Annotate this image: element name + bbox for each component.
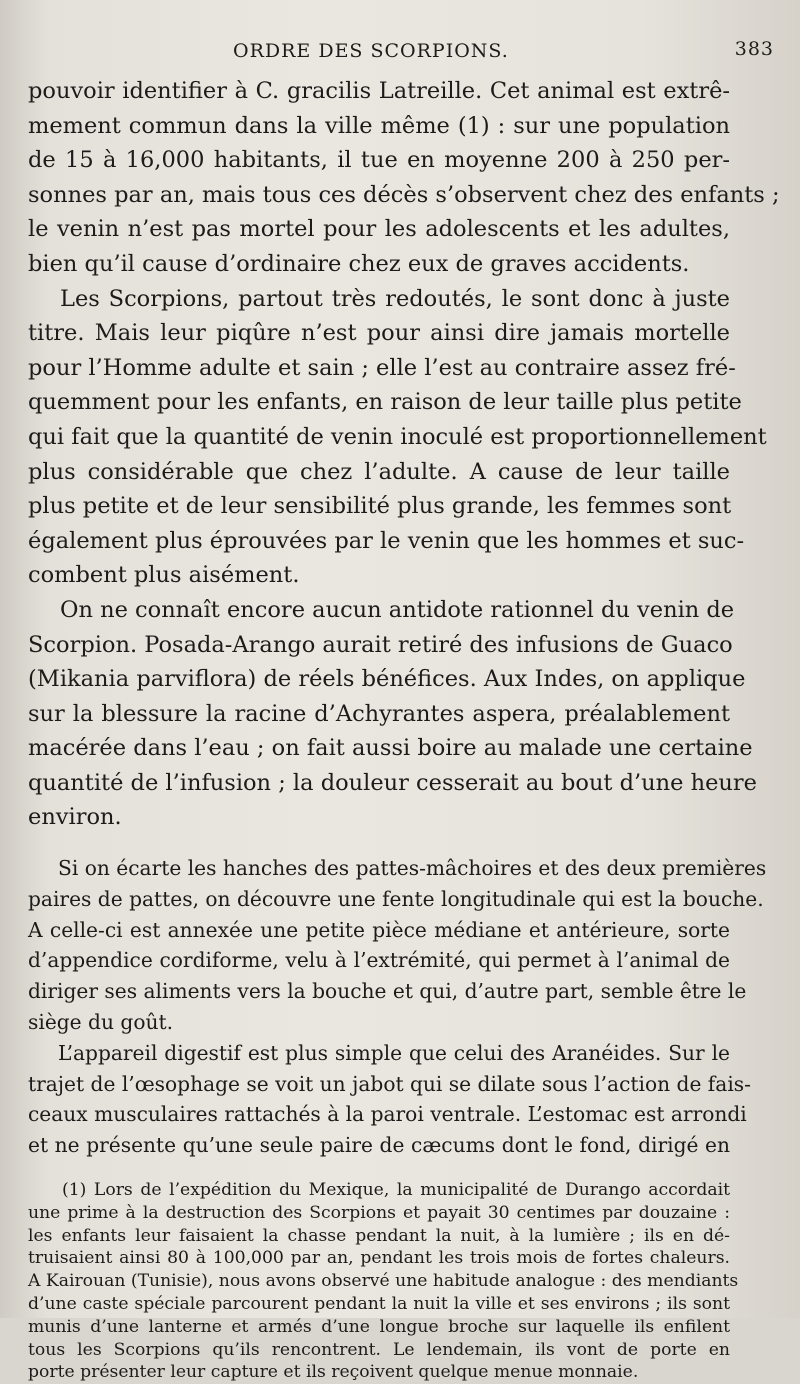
text-line: porte présenter leur capture et ils reçoivent quelque menue monnaie. [28,1362,639,1383]
text-line: macérée dans l’eau ; on fait aussi boire au malade une certaine [28,735,753,762]
text-line: plus petite et de leur sensibilité plus grande, les femmes sont [28,493,732,520]
text-line: une prime à la destruction des Scorpions et payait 30 centimes par douzaine : [28,1202,730,1223]
text-line: bien qu’il cause d’ordinaire chez eux de graves accidents. [28,250,690,277]
text-line: d’appendice cordiforme, velu à l’extrémité, qui permet à l’animal de [28,948,730,973]
text-line: Si on écarte les hanches des pattes-mâchoires et des deux premières [58,856,767,881]
text-line: plus considérable que chez l’adulte. A cause de leur taille [28,458,730,485]
text-line: munis d’une lanterne et armés d’une longue broche sur laquelle ils enfilent [28,1316,730,1337]
text-line: le venin n’est pas mortel pour les adolescents et les adultes, [28,216,730,243]
small-print-text [28,853,767,1161]
text-line: trajet de l’œsophage se voit un jabot qui se dilate sous l’action de fais- [28,1071,751,1096]
text-line: quantité de l’infusion ; la douleur cesserait au bout d’une heure [28,769,757,796]
text-line: qui fait que la quantité de venin inoculé est proportionnellement [28,423,767,450]
paragraph [28,1038,751,1161]
paragraph [28,282,767,593]
text-line: L’appareil digestif est plus simple que celui des Aranéides. Sur le [58,1040,730,1065]
text-line: et ne présente qu’une seule paire de cæcums dont le fond, dirigé en [28,1133,730,1158]
text-line: (1) Lors de l’expédition du Mexique, la municipalité de Durango accordait [62,1180,730,1201]
text-line: sonnes par an, mais tous ces décès s’observent chez des enfants ; [28,181,780,208]
text-line: ceaux musculaires rattachés à la paroi ventrale. L’estomac est arrondi [28,1102,747,1127]
text-line: A Kairouan (Tunisie), nous avons observé une habitude analogue : des mendiants [28,1271,739,1292]
text-line: (Mikania parviflora) de réels bénéfices. Aux Indes, on applique [28,666,746,693]
text-line: combent plus aisément. [28,562,300,589]
text-line: quemment pour les enfants, en raison de leur taille plus petite [28,389,742,416]
section-gap [28,835,730,853]
running-head [28,34,774,74]
text-line: pouvoir identifier à C. gracilis Latreille. Cet animal est extrê- [28,78,730,104]
text-line: pour l’Homme adulte et sain ; elle l’est au contraire assez fré- [28,354,736,381]
text-line: truisaient ainsi 80 à 100,000 par an, pendant les trois mois de fortes chaleurs. [28,1248,730,1269]
footnote-text [28,1179,739,1384]
text-line: également plus éprouvées par le venin que les hommes et suc- [28,527,745,554]
text-line: mement commun dans la ville même (1) : sur une population [28,112,730,139]
paragraph [28,593,757,835]
text-line: On ne connaît encore aucun antidote rationnel du venin de [60,596,735,623]
paragraph [28,853,767,1038]
text-line: sur la blessure la racine d’Achyrantes aspera, préalablement [28,700,730,727]
text-line: titre. Mais leur piqûre n’est pour ainsi dire jamais mortelle [28,320,730,347]
text-line: les enfants leur faisaient la chasse pendant la nuit, à la lumière ; ils en dé- [28,1225,730,1246]
text-line: siège du goût. [28,1010,173,1035]
text-line: diriger ses aliments vers la bouche et qui, d’autre part, semble être le [28,979,747,1004]
footnote [28,1179,739,1384]
text-line: A celle-ci est annexée une petite pièce médiane et antérieure, sorte [28,917,730,942]
running-title: ORDRE DES SCORPIONS. [233,40,509,62]
text-line: de 15 à 16,000 habitants, il tue en moyenne 200 à 250 per- [28,147,730,174]
text-line: Les Scorpions, partout très redoutés, le sont donc à juste [60,285,730,312]
text-line: paires de pattes, on découvre une fente longitudinale qui est la bouche. [28,886,764,911]
text-line: tous les Scorpions qu’ils rencontrent. Le lendemain, ils vont de porte en [28,1339,730,1360]
text-line: d’une caste spéciale parcourent pendant la nuit la ville et ses environs ; ils sont [28,1294,730,1315]
paragraph [28,74,780,282]
page-number: 383 [734,38,774,60]
main-text [28,74,780,835]
text-line: environ. [28,804,122,831]
text-line: Scorpion. Posada-Arango aurait retiré des infusions de Guaco [28,631,733,658]
